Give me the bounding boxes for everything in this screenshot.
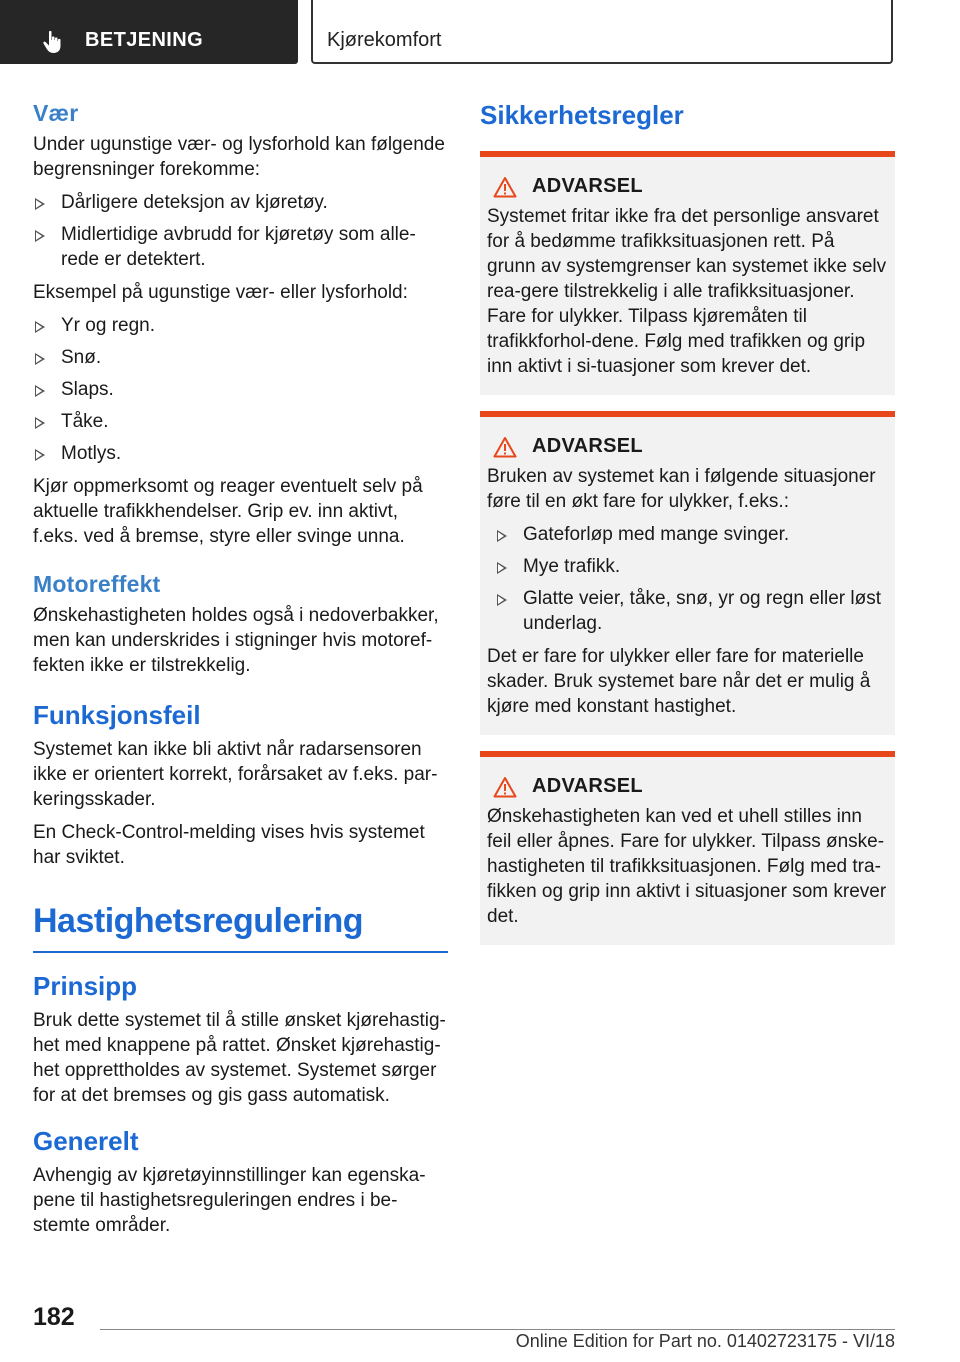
hand-icon	[40, 29, 66, 55]
warning-header	[493, 175, 887, 198]
list-item: Yr og regn.	[33, 313, 448, 338]
warning-intro: Bruken av systemet kan i følgende situasjoner føre til en økt fare for ulykker, f.eks.:	[487, 466, 876, 512]
warning-box	[480, 411, 895, 735]
principle-heading: Prinsipp	[33, 971, 138, 1001]
safety-heading: Sikkerhetsregler	[480, 100, 684, 130]
triangle-bullet-icon	[497, 594, 507, 606]
list-item: Tåke.	[33, 409, 448, 434]
section-tab	[0, 0, 298, 64]
triangle-bullet-icon	[497, 562, 507, 574]
chapter-label: Kjørekomfort	[327, 29, 442, 51]
speed-heading: Hastighetsregulering	[33, 902, 448, 953]
chapter-box	[311, 0, 893, 64]
general-text: Avhengig av kjøretøyinnstillinger kan egenska-pene til hastighetsreguleringen endres i be-stemte områder.	[33, 1165, 426, 1236]
general-heading: Generelt	[33, 1126, 139, 1156]
list-item: Glatte veier, tåke, snø, yr og regn eller løst underlag.	[495, 586, 887, 636]
weather-outro: Kjør oppmerksomt og reager eventuelt selv på aktuelle trafikkhendelser. Grip ev. inn aktivt, f.eks. ved å bremse, styre eller svinge unna.	[33, 476, 423, 547]
warning-box	[480, 151, 895, 395]
triangle-bullet-icon	[35, 449, 45, 461]
list-item: Snø.	[33, 345, 448, 370]
edition-text: Online Edition for Part no. 01402723175 - VI/18	[515, 1331, 895, 1351]
triangle-bullet-icon	[35, 198, 45, 210]
warning-outro: Det er fare for ulykker eller fare for materielle skader. Bruk systemet bare når det er mulig å kjøre med konstant hastighet.	[487, 646, 871, 717]
weather-intro: Under ugunstige vær- og lysforhold kan følgende begrensninger forekomme:	[33, 134, 445, 180]
list-item: Gateforløp med mange svinger.	[495, 522, 887, 547]
right-column	[480, 100, 895, 961]
warning-header	[493, 435, 887, 458]
list-item: Slaps.	[33, 377, 448, 402]
triangle-bullet-icon	[35, 385, 45, 397]
warning-list	[487, 522, 887, 636]
triangle-bullet-icon	[35, 321, 45, 333]
list-item: Dårligere deteksjon av kjøretøy.	[33, 190, 448, 215]
warning-text: Systemet fritar ikke fra det personlige ansvaret for å bedømme trafikksituasjonen rett. På grunn av systemgrenser kan systemet ikke selv rea-gere tilstrekkelig i alle trafikksituasjoner. Fare for ulykker. Tilpass kjøremåten til trafikkforhol-dene. Følg med trafikken og grip inn aktivt i si-tuasjoner som krever det.	[487, 206, 887, 377]
triangle-bullet-icon	[35, 417, 45, 429]
warning-label: ADVARSEL	[532, 775, 643, 797]
principle-text: Bruk dette systemet til å stille ønsket kjørehastig-het med knappene på rattet. Ønsket kjørehastig-het opprettholdes av systemet. Systemet sørger for at det bremses og gis gass automatisk.	[33, 1010, 446, 1106]
weather-examples-list	[33, 313, 448, 466]
footer-divider	[100, 1329, 895, 1330]
triangle-bullet-icon	[35, 230, 45, 242]
weather-heading: Vær	[33, 100, 79, 126]
motor-heading: Motoreffekt	[33, 571, 161, 597]
motor-text: Ønskehastigheten holdes også i nedoverbakker, men kan underskrides i stigninger hvis motoref-fekten ikke er tilstrekkelig.	[33, 605, 439, 676]
list-item: Mye trafikk.	[495, 554, 887, 579]
page-footer	[0, 1295, 960, 1362]
warning-box	[480, 751, 895, 945]
left-column	[33, 100, 448, 1246]
warning-label: ADVARSEL	[532, 175, 643, 197]
list-item: Motlys.	[33, 441, 448, 466]
fault-heading: Funksjonsfeil	[33, 700, 201, 730]
warning-triangle-icon	[493, 176, 517, 198]
warning-label: ADVARSEL	[532, 435, 643, 457]
warning-header	[493, 775, 887, 798]
weather-examples-intro: Eksempel på ugunstige vær- eller lysforhold:	[33, 282, 408, 303]
list-item: Midlertidige avbrudd for kjøretøy som alle-rede er detektert.	[33, 222, 448, 272]
section-label: BETJENING	[85, 29, 204, 51]
page-header	[0, 0, 960, 66]
weather-limits-list	[33, 190, 448, 272]
warning-text: Ønskehastigheten kan ved et uhell stilles inn feil eller åpnes. Fare for ulykker. Tilpass ønske-hastigheten til trafikksituasjonen. Følg med tra-fikken og grip inn aktivt i situasjoner som krever det.	[487, 806, 887, 927]
triangle-bullet-icon	[35, 353, 45, 365]
page-number: 182	[33, 1303, 75, 1331]
fault-text-2: En Check-Control-melding vises hvis systemet har sviktet.	[33, 822, 425, 868]
fault-text-1: Systemet kan ikke bli aktivt når radarsensoren ikke er orientert korrekt, forårsaket av f.eks. par-keringsskader.	[33, 739, 438, 810]
warning-triangle-icon	[493, 776, 517, 798]
triangle-bullet-icon	[497, 530, 507, 542]
warning-triangle-icon	[493, 436, 517, 458]
